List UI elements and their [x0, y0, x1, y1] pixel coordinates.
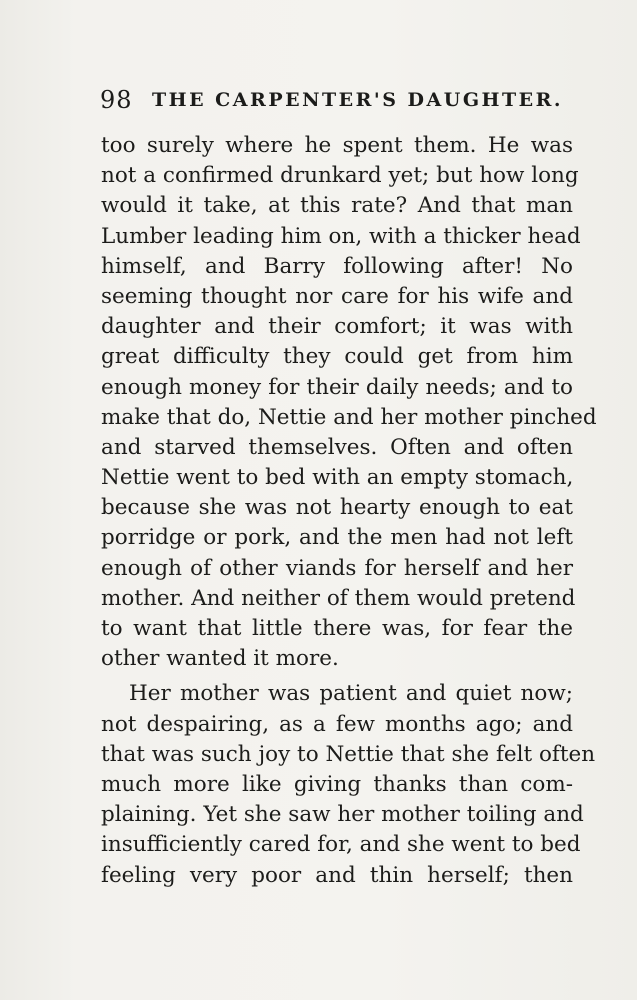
text-line: because she was not hearty enough to eat — [101, 495, 573, 521]
text-line: not a confirmed drunkard yet; but how long — [101, 163, 579, 189]
text-line: mother. And neither of them would pretend — [101, 585, 576, 611]
text-line: not despairing, as a few months ago; and — [101, 711, 573, 737]
body-text — [101, 131, 597, 891]
text-line: porridge or pork, and the men had not left — [101, 525, 573, 551]
text-line: Lumber leading him on, with a thicker head — [101, 223, 581, 249]
text-line: plaining. Yet she saw her mother toiling and — [101, 802, 584, 828]
text-line: and starved themselves. Often and often — [101, 434, 573, 460]
text-line: would it take, at this rate? And that man — [101, 193, 573, 219]
text-line: Nettie went to bed with an empty stomach, — [101, 465, 574, 491]
text-line: insufficiently cared for, and she went to bed — [101, 832, 581, 858]
text-line: enough money for their daily needs; and to — [101, 374, 573, 400]
text-line: much more like giving thanks than com- — [101, 771, 573, 797]
text-line: seeming thought nor care for his wife and — [101, 283, 573, 309]
text-line: feeling very poor and thin herself; then — [101, 862, 573, 888]
text-line: himself, and Barry following after! No — [101, 253, 573, 279]
text-line: that was such joy to Nettie that she felt often — [101, 741, 596, 767]
page-number: 98 — [100, 86, 133, 114]
text-line: enough of other viands for herself and her — [101, 555, 573, 581]
running-title: THE CARPENTER'S DAUGHTER. — [152, 89, 564, 111]
text-line: other wanted it more. — [101, 646, 339, 672]
text-line: Her mother was patient and quiet now; — [129, 681, 573, 707]
text-line: too surely where he spent them. He was — [101, 133, 573, 158]
text-line: make that do, Nettie and her mother pinched — [101, 404, 597, 430]
text-line: daughter and their comfort; it was with — [101, 314, 573, 340]
page-header — [100, 86, 580, 116]
text-line: great difficulty they could get from him — [101, 344, 573, 370]
text-line: to want that little there was, for fear the — [101, 616, 573, 641]
